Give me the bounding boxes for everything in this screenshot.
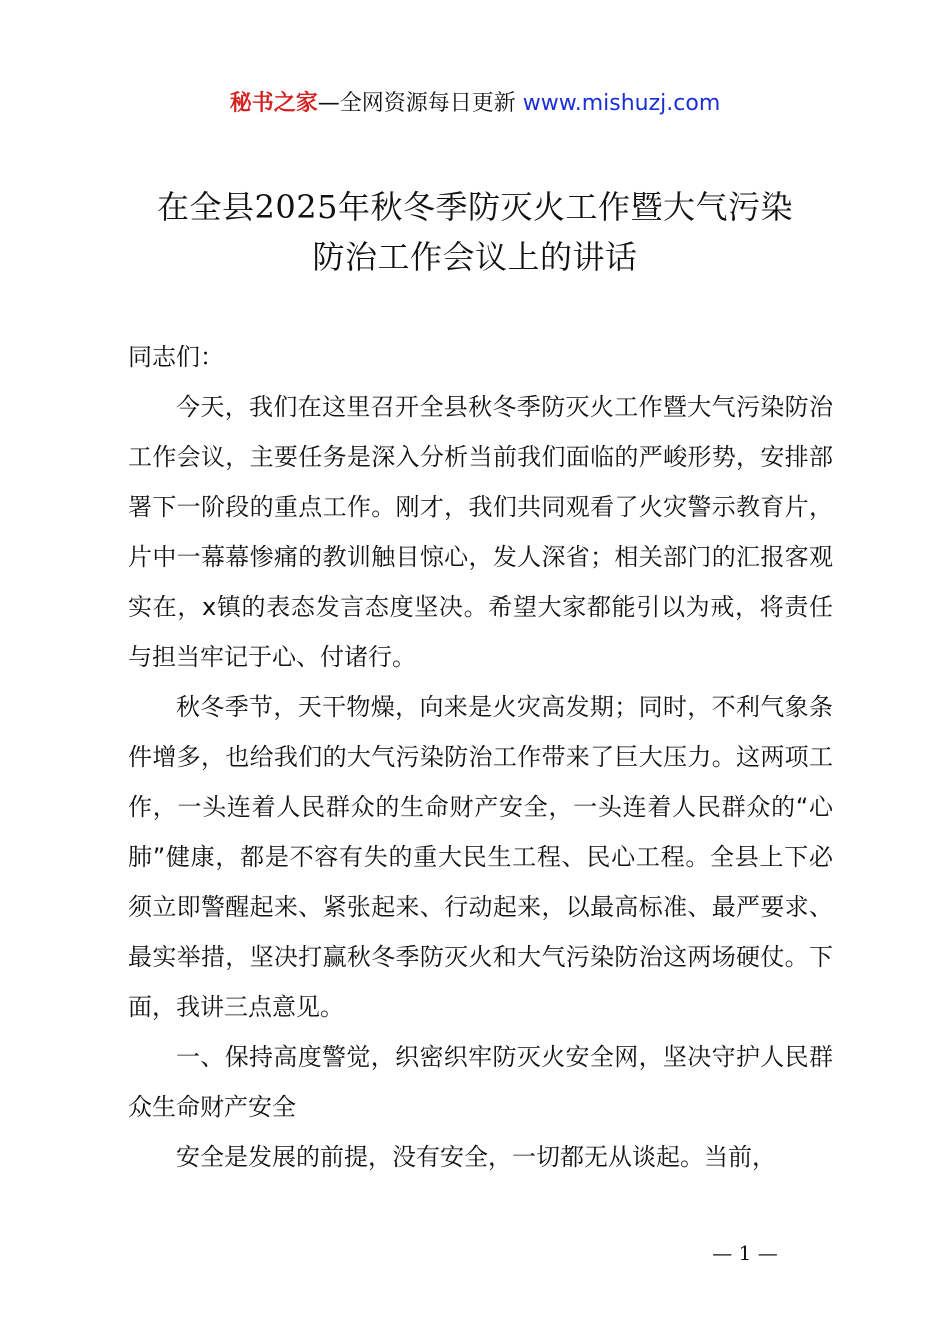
title-line-2: 防治工作会议上的讲话 bbox=[312, 238, 638, 276]
salutation: 同志们： bbox=[128, 343, 224, 371]
paragraph-safety: 安全是发展的前提，没有安全，一切都无从谈起。当前， bbox=[176, 1143, 776, 1171]
site-header bbox=[0, 88, 950, 120]
document-body bbox=[128, 332, 833, 1182]
paragraph-intro: 今天，我们在这里召开全县秋冬季防灭火工作暨大气污染防治工作会议，主要任务是深入分析当前我们面临的严峻形势，安排部署下一阶段的重点工作。刚才，我们共同观看了火灾警示教育片，片中一幕幕惨痛的教训触目惊心，发人深省；相关部门的汇报客观实在，x镇的表态发言态度坚决。希望大家都能引以为戒，将责任与担当牢记于心、付诸行。 bbox=[128, 393, 833, 671]
site-url-link[interactable]: www.mishuzj.com bbox=[522, 91, 721, 116]
document-title bbox=[0, 182, 950, 282]
section-heading-1: 一、保持高度警觉，织密织牢防灭火安全网，坚决守护人民群众生命财产安全 bbox=[128, 1043, 833, 1121]
header-tagline: —全网资源每日更新 bbox=[317, 91, 523, 116]
brand-name: 秘书之家 bbox=[229, 91, 318, 116]
paragraph-situation: 秋冬季节，天干物燥，向来是火灾高发期；同时，不利气象条件增多，也给我们的大气污染防治工作带来了巨大压力。这两项工作，一头连着人民群众的生命财产安全，一头连着人民群众的“心肺”健康，都是不容有失的重大民生工程、民心工程。全县上下必须立即警醒起来、紧张起来、行动起来，以最高标准、最严要求、最实举措，坚决打赢秋冬季防灭火和大气污染防治这两场硬仗。下面，我讲三点意见。 bbox=[128, 693, 833, 1021]
title-line-1: 在全县2025年秋冬季防灭火工作暨大气污染 bbox=[157, 188, 793, 226]
page-number: — 1 — bbox=[712, 1241, 778, 1265]
